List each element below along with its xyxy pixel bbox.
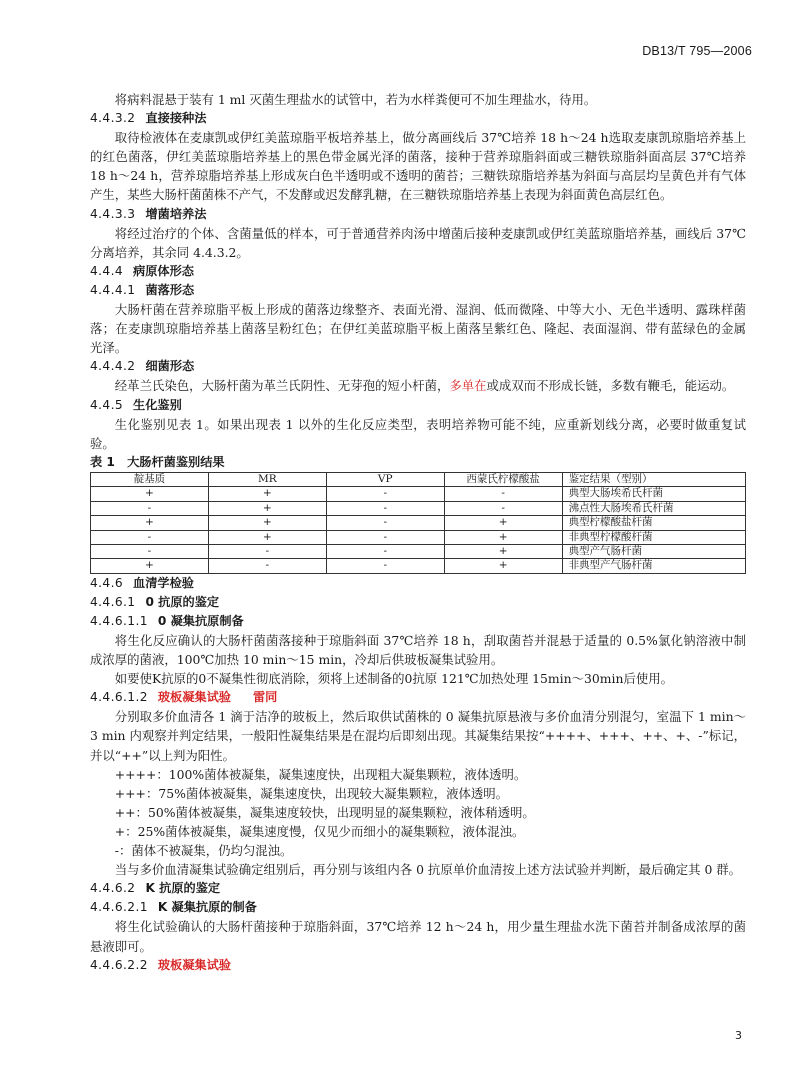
section-44611-heading bbox=[90, 612, 746, 631]
section-4462-heading bbox=[90, 879, 746, 898]
section-44621-text: 将生化试验确认的大肠杆菌接种于琼脂斜面，37℃培养 12 h～24 h，用少量生理盐水洗下菌苔并制备成浓厚的菌悬液即可。 bbox=[90, 919, 746, 954]
table-cell: - bbox=[326, 530, 444, 544]
table-header-row bbox=[91, 472, 746, 486]
section-44612-text: 分别取多价血清各 1 滴于洁净的玻板上，然后取供试菌株的 0 凝集抗原悬液与多价血清分别混匀，室温下 1 min～3 min 内观察并判定结果，一般阳性凝集结果是在混均后即刻出现。其凝集结果按“++++、+++、++、+、-”标记，并以“++”以上判为阳性。 bbox=[90, 709, 746, 763]
page-number: 3 bbox=[735, 1029, 742, 1042]
section-title: 细菌形态 bbox=[145, 359, 195, 374]
document-body bbox=[90, 90, 746, 975]
table-cell: 非典型柠檬酸杆菌 bbox=[562, 530, 745, 544]
table-cell: - bbox=[91, 544, 209, 558]
table-row bbox=[91, 487, 746, 501]
table-cell: + bbox=[91, 516, 209, 530]
table-cell: + bbox=[208, 487, 326, 501]
table-cell: - bbox=[444, 501, 562, 515]
section-44612-conclusion: 当与多价血清凝集试验确定组别后，再分别与该组内各 0 抗原单价血清按上述方法试验并判断，最后确定其 0 群。 bbox=[114, 862, 742, 878]
grade-item: +++：75%菌体被凝集，凝集速度快，出现较大凝集颗粒，液体透明。 bbox=[114, 785, 509, 801]
table-cell: + bbox=[208, 516, 326, 530]
table-cell: 非典型产气肠杆菌 bbox=[562, 559, 745, 573]
header-indole: 靛基质 bbox=[91, 472, 209, 486]
section-4442-text bbox=[90, 376, 746, 395]
table-row bbox=[91, 544, 746, 558]
table-cell: 沸点性大肠埃希氏杆菌 bbox=[562, 501, 745, 515]
section-445-text: 生化鉴别见表 1。如果出现表 1 以外的生化反应类型，表明培养物可能不纯，应重新划线分离，必要时做重复试验。 bbox=[90, 416, 746, 451]
table-cell: - bbox=[91, 501, 209, 515]
section-4433-text: 将经过治疗的个体、含菌量低的样本，可于普通营养肉汤中增菌后接种麦康凯或伊红美蓝琼脂培养基，画线后 37℃分离培养，其余同 4.4.3.2。 bbox=[90, 225, 746, 260]
section-4432-text: 取待检液体在麦康凯或伊红美蓝琼脂平板培养基上，做分离画线后 37℃培养 18 h～24 h选取麦康凯琼脂培养基上的红色菌落，伊红美蓝琼脂培养基上的黑色带金属光泽的菌落，接种于营养琼脂斜面或三糖铁琼脂斜面高层 37℃培养 18 h～24 h，营养琼脂培养基上形成灰白色半透明或不透明的菌苔；三糖铁琼脂培养基为斜面与高层均呈黄色并有气体产生，某些大肠杆菌菌株不产气，不发酵或迟发酵乳糖，在三糖铁琼脂培养基上表现为斜面黄色高层红色。 bbox=[90, 130, 746, 203]
table-cell: + bbox=[208, 501, 326, 515]
section-number: 4.4.3.3 bbox=[90, 206, 136, 221]
section-44622-heading bbox=[90, 956, 746, 975]
grade-item: -：菌体不被凝集，仍均匀混浊。 bbox=[114, 843, 293, 859]
table-cell: - bbox=[326, 487, 444, 501]
table-cell: - bbox=[91, 530, 209, 544]
section-number: 4.4.4.2 bbox=[90, 359, 136, 374]
section-title: 病原体形态 bbox=[133, 263, 194, 278]
text-part: 经革兰氏染色，大肠杆菌为革兰氏阴性、无芽孢的短小杆菌， bbox=[114, 378, 450, 394]
highlighted-text: 多单在 bbox=[449, 378, 487, 394]
section-4433-heading bbox=[90, 205, 746, 224]
table-cell: + bbox=[91, 559, 209, 573]
header-mr: MR bbox=[208, 472, 326, 486]
section-444-heading bbox=[90, 262, 746, 281]
table-row bbox=[91, 501, 746, 515]
table-caption: 表 1 大肠杆菌鉴别结果 bbox=[90, 454, 225, 469]
section-title: 直接接种法 bbox=[145, 111, 207, 126]
table-row bbox=[91, 559, 746, 573]
table-cell: + bbox=[444, 516, 562, 530]
grade-item: +：25%菌体被凝集，凝集速度慢，仅见少而细小的凝集颗粒，液体混浊。 bbox=[114, 823, 525, 839]
section-title: 0 抗原的鉴定 bbox=[145, 594, 220, 609]
section-title: 血清学检验 bbox=[133, 575, 194, 590]
section-title: 玻板凝集试验 bbox=[157, 690, 231, 705]
doc-code-header: DB13/T 795—2006 bbox=[642, 44, 752, 58]
table-cell: - bbox=[326, 559, 444, 573]
section-title: 增菌培养法 bbox=[145, 206, 207, 221]
grade-item: ++++：100%菌体被凝集，凝集速度快，出现粗大凝集颗粒，液体透明。 bbox=[114, 766, 527, 782]
section-4441-heading bbox=[90, 281, 746, 300]
table-cell: - bbox=[208, 559, 326, 573]
section-44611-text-1: 将生化反应确认的大肠杆菌菌落接种于琼脂斜面 37℃培养 18 h，刮取菌苔并混悬于适量的 0.5%氯化钠溶液中制成浓厚的菌液，100℃加热 10 min～15 min，冷却后供玻板凝集试验用。 bbox=[90, 633, 746, 668]
section-number: 4.4.6.2.1 bbox=[90, 900, 148, 915]
section-44611-text-2: 如要使K抗原的0不凝集性彻底消除，须将上述制备的0抗原 121℃加热处理 15min～30min后使用。 bbox=[114, 671, 674, 687]
header-citrate: 西蒙氏柠檬酸盐 bbox=[444, 472, 562, 486]
table-cell: + bbox=[208, 530, 326, 544]
section-number: 4.4.4.1 bbox=[90, 282, 136, 297]
section-title: K 抗原的鉴定 bbox=[145, 881, 221, 896]
section-44612-heading bbox=[90, 688, 746, 707]
intro-paragraph: 将病料混悬于装有 1 ml 灭菌生理盐水的试管中，若为水样粪便可不加生理盐水，待用。 bbox=[114, 92, 597, 107]
section-number: 4.4.3.2 bbox=[90, 111, 136, 126]
section-4442-heading bbox=[90, 357, 746, 376]
section-44621-heading bbox=[90, 898, 746, 917]
identification-table bbox=[90, 472, 746, 574]
table-cell: 典型柠檬酸盐杆菌 bbox=[562, 516, 745, 530]
section-number: 4.4.6.1 bbox=[90, 594, 136, 609]
section-4461-heading bbox=[90, 593, 746, 612]
section-445-heading bbox=[90, 396, 746, 415]
header-vp: VP bbox=[326, 472, 444, 486]
table-cell: + bbox=[444, 544, 562, 558]
table-row bbox=[91, 530, 746, 544]
section-4441-text: 大肠杆菌在营养琼脂平板上形成的菌落边缘整齐、表面光滑、湿润、低而微隆、中等大小、无色半透明、露珠样菌落；在麦康凯琼脂培养基上菌落呈粉红色；在伊红美蓝琼脂平板上菌落呈紫红色、隆起、表面湿润、带有蓝绿色的金属光泽。 bbox=[90, 302, 746, 356]
table-cell: 典型产气肠杆菌 bbox=[562, 544, 745, 558]
table-cell: 典型大肠埃希氏杆菌 bbox=[562, 487, 745, 501]
table-row bbox=[91, 516, 746, 530]
section-title: 菌落形态 bbox=[145, 282, 195, 297]
grade-item: ++：50%菌体被凝集，凝集速度较快，出现明显的凝集颗粒，液体稍透明。 bbox=[114, 804, 535, 820]
text-part: 或成双而不形成长链，多数有鞭毛，能运动。 bbox=[486, 378, 735, 394]
section-title: 玻板凝集试验 bbox=[157, 957, 231, 972]
section-title: 生化鉴别 bbox=[133, 397, 182, 412]
section-4432-heading bbox=[90, 109, 746, 128]
section-title: 0 凝集抗原制备 bbox=[157, 613, 244, 628]
section-number: 4.4.6.2 bbox=[90, 881, 136, 896]
annotation-note: 雷同 bbox=[253, 690, 278, 705]
table-cell: - bbox=[444, 487, 562, 501]
table-cell: - bbox=[326, 516, 444, 530]
table-cell: - bbox=[326, 501, 444, 515]
header-result: 鉴定结果（型别） bbox=[562, 472, 745, 486]
table-cell: + bbox=[444, 530, 562, 544]
section-number: 4.4.6 bbox=[90, 575, 124, 590]
table-cell: - bbox=[208, 544, 326, 558]
section-number: 4.4.6.2.2 bbox=[90, 957, 148, 972]
table-cell: + bbox=[91, 487, 209, 501]
table-cell: + bbox=[444, 559, 562, 573]
section-number: 4.4.6.1.1 bbox=[90, 613, 148, 628]
section-number: 4.4.6.1.2 bbox=[90, 690, 148, 705]
section-title: K 凝集抗原的制备 bbox=[157, 900, 257, 915]
section-number: 4.4.4 bbox=[90, 263, 124, 278]
table-cell: - bbox=[326, 544, 444, 558]
section-446-heading bbox=[90, 574, 746, 593]
section-number: 4.4.5 bbox=[90, 397, 124, 412]
